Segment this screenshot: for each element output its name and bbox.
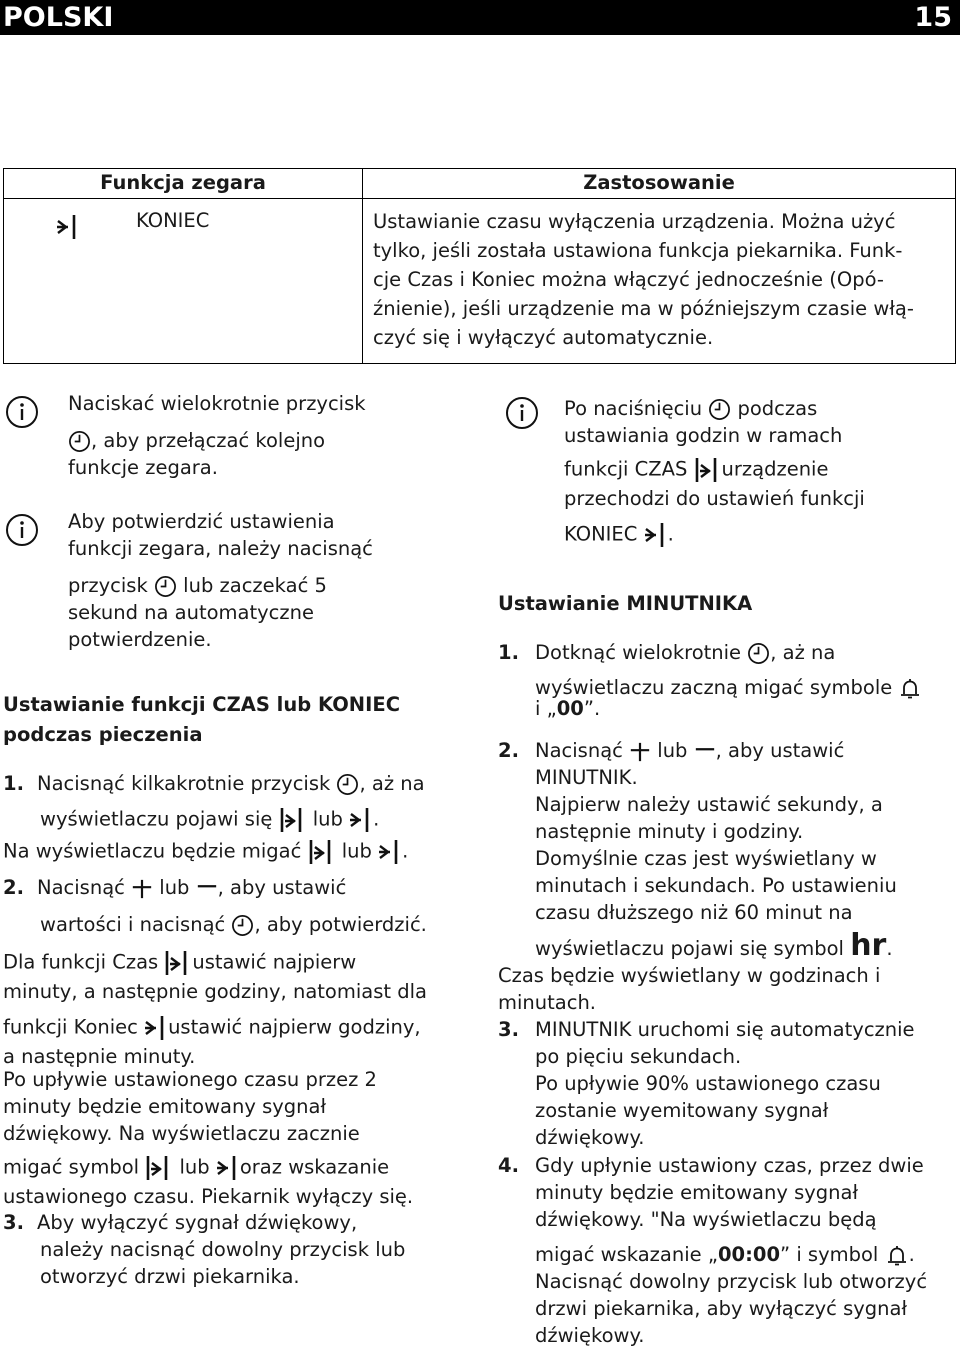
step-text: , aby ustawić xyxy=(217,876,347,899)
col-header-application: Zastosowanie xyxy=(363,169,956,199)
step-2-left xyxy=(3,874,473,938)
note-text: podczas xyxy=(737,397,818,420)
clock-icon xyxy=(708,398,731,421)
note-text: Naciskać wielokrotnie przycisk xyxy=(68,392,366,415)
step-text: po pięciu sekundach. xyxy=(535,1045,742,1068)
note-time-to-end xyxy=(564,395,954,550)
table-function-name: KONIEC xyxy=(135,199,363,364)
paragraph-text: minuty będzie emitowany sygnał xyxy=(3,1095,327,1118)
end-arrow-icon xyxy=(216,1153,240,1183)
step-text: ”. xyxy=(583,697,601,720)
info-icon xyxy=(505,396,539,430)
paragraph-text: migać symbol xyxy=(3,1155,140,1179)
paragraph-text: Po upływie ustawionego czasu przez 2 xyxy=(3,1068,377,1091)
step-text: . xyxy=(908,1243,915,1266)
paragraph-text: oraz wskazanie xyxy=(239,1155,390,1179)
step-number: 3. xyxy=(3,1211,24,1234)
step-text: lub xyxy=(657,739,688,762)
step-number: 1. xyxy=(498,641,519,664)
step-1-left xyxy=(3,770,473,867)
table-desc-line: źnienie), jeśli urządzenie ma w późniejszym czasie włą- xyxy=(373,297,914,320)
step-number: 2. xyxy=(498,739,519,762)
step-text: , aby potwierdzić. xyxy=(254,913,427,936)
step-text: . xyxy=(402,839,409,863)
section-title: POLSKI xyxy=(3,2,114,33)
section-heading-minute-minder: Ustawianie MINUTNIKA xyxy=(498,592,753,615)
step-text: dźwiękowy. "Na wyświetlaczu będą xyxy=(535,1208,877,1231)
end-arrow-icon xyxy=(144,1013,168,1043)
plus-icon xyxy=(131,878,153,900)
step-text: minutach. xyxy=(498,991,597,1014)
display-value: 00 xyxy=(556,697,584,720)
table-desc-line: cje Czas i Koniec można włączyć jednocześnie (Opó- xyxy=(373,268,884,291)
note-text: urządzenie xyxy=(721,457,829,481)
step-text: wyświetlaczu pojawi się symbol xyxy=(535,937,844,960)
paragraph-text: ustawionego czasu. Piekarnik wyłączy się. xyxy=(3,1185,414,1208)
step-text: Nacisnąć dowolny przycisk lub otworzyć xyxy=(535,1270,928,1293)
table-description xyxy=(363,199,956,364)
step-4-right xyxy=(498,1152,958,1349)
col-header-clock-function: Funkcja zegara xyxy=(4,169,363,199)
step-text: lub xyxy=(341,839,372,863)
step-text: MINUTNIK uruchomi się automatycznie xyxy=(535,1018,915,1041)
note-text: funkcje zegara. xyxy=(68,456,218,479)
step-text: , aż na xyxy=(770,641,836,664)
end-arrow-icon xyxy=(644,520,668,550)
step-text: Gdy upłynie ustawiony czas, przez dwie xyxy=(535,1154,924,1177)
bell-icon xyxy=(898,677,922,701)
table-desc-line: czyć się i wyłączyć automatycznie. xyxy=(373,326,714,349)
note-text: Po naciśnięciu xyxy=(564,397,703,420)
heading-line: podczas pieczenia xyxy=(3,723,203,746)
clock-icon xyxy=(336,773,359,796)
step-text: Najpierw należy ustawić sekundy, a xyxy=(535,793,883,816)
end-arrow-icon xyxy=(56,212,80,242)
end-arrow-icon xyxy=(349,805,373,835)
step-text: . xyxy=(373,807,380,831)
note-text: przycisk xyxy=(68,574,148,597)
step-text: lub xyxy=(159,876,190,899)
step-text: należy nacisnąć dowolny przycisk lub xyxy=(40,1238,406,1261)
step-text: Po upływie 90% ustawionego czasu xyxy=(535,1072,881,1095)
note-text: . xyxy=(667,522,674,546)
note-confirm xyxy=(68,508,398,653)
display-value: 00:00 xyxy=(717,1243,781,1266)
step-text: Nacisnąć xyxy=(535,739,623,762)
step-text: minuty będzie emitowany sygnał xyxy=(535,1181,859,1204)
table-row xyxy=(4,199,956,364)
info-icon xyxy=(5,513,39,547)
duration-icon xyxy=(145,1153,173,1183)
paragraph-text: ustawić najpierw godziny, xyxy=(168,1015,421,1039)
paragraph-text: funkcji Koniec xyxy=(3,1015,138,1039)
paragraph-text: dźwiękowy. Na wyświetlaczu zacznie xyxy=(3,1122,360,1145)
note-text: , aby przełączać kolejno xyxy=(91,429,326,452)
bell-icon xyxy=(885,1244,909,1268)
step-text: Czas będzie wyświetlany w godzinach i xyxy=(498,964,881,987)
step-text: wyświetlaczu pojawi się xyxy=(40,807,273,831)
step-text: , aż na xyxy=(359,772,425,795)
step-text: Nacisnąć xyxy=(37,876,125,899)
step-text: następnie minuty i godziny. xyxy=(535,820,804,843)
paragraph-signal xyxy=(3,1066,478,1210)
note-text: KONIEC xyxy=(564,522,638,546)
paragraph-text: ustawić najpierw xyxy=(192,950,357,974)
end-arrow-icon xyxy=(378,837,402,867)
paragraph-text: lub xyxy=(179,1155,210,1179)
clock-functions-table xyxy=(3,168,956,364)
step-text: zostanie wyemitowany sygnał xyxy=(535,1099,829,1122)
duration-icon xyxy=(694,455,722,485)
step-text: dźwiękowy. xyxy=(535,1324,645,1347)
table-icon-cell xyxy=(4,199,136,364)
note-text: ustawiania godzin w ramach xyxy=(564,424,843,447)
step-text: drzwi piekarnika, aby wyłączyć sygnał xyxy=(535,1297,908,1320)
step-text: , aby ustawić xyxy=(715,739,845,762)
minus-icon xyxy=(694,741,716,763)
step-text: i „ xyxy=(535,697,557,720)
note-text: funkcji zegara, należy nacisnąć xyxy=(68,537,373,560)
duration-icon xyxy=(308,837,336,867)
step-text: wyświetlaczu zaczną migać symbole xyxy=(535,676,893,699)
section-heading-time-end xyxy=(3,690,400,750)
clock-icon xyxy=(68,430,91,453)
clock-icon xyxy=(747,642,770,665)
paragraph-text: Dla funkcji Czas xyxy=(3,950,159,974)
step-text: wartości i nacisnąć xyxy=(40,913,226,936)
note-text: potwierdzenie. xyxy=(68,628,212,651)
step-3-left xyxy=(3,1209,478,1290)
note-text: lub zaczekać 5 xyxy=(183,574,327,597)
table-desc-line: tylko, jeśli została ustawiona funkcja piekarnika. Funk- xyxy=(373,239,903,262)
step-text: Na wyświetlaczu będzie migać xyxy=(3,839,302,863)
table-header-row xyxy=(4,169,956,199)
table-desc-line: Ustawianie czasu wyłączenia urządzenia. Można użyć xyxy=(373,210,896,233)
step-number: 4. xyxy=(498,1154,519,1177)
step-text: . xyxy=(886,937,893,960)
step-text: minutach i sekundach. Po ustawieniu xyxy=(535,874,897,897)
step-number: 1. xyxy=(3,772,24,795)
step-text: dźwiękowy. xyxy=(535,1126,645,1149)
step-text: Nacisnąć kilkakrotnie przycisk xyxy=(37,772,331,795)
step-text: Dotknąć wielokrotnie xyxy=(535,641,742,664)
step-text: MINUTNIK. xyxy=(535,766,638,789)
note-text: Aby potwierdzić ustawienia xyxy=(68,510,335,533)
step-text: Domyślnie czas jest wyświetlany w xyxy=(535,847,877,870)
plus-icon xyxy=(629,741,651,763)
note-text: przechodzi do ustawień funkcji xyxy=(564,487,865,510)
page-number: 15 xyxy=(914,2,952,33)
duration-icon xyxy=(164,948,192,978)
step-2-right xyxy=(498,737,958,1016)
step-text: czasu dłuższego niż 60 minut na xyxy=(535,901,853,924)
step-1-right xyxy=(498,639,958,722)
step-number: 3. xyxy=(498,1018,519,1041)
paragraph-text: minuty, a następnie godziny, natomiast dla xyxy=(3,980,427,1003)
paragraph-text: a następnie minuty. xyxy=(3,1045,196,1068)
step-number: 2. xyxy=(3,876,24,899)
step-text: lub xyxy=(312,807,343,831)
clock-icon xyxy=(231,914,254,937)
heading-line: Ustawianie funkcji CZAS lub KONIEC xyxy=(3,693,400,716)
step-text: migać wskazanie „ xyxy=(535,1243,718,1266)
step-text: Aby wyłączyć sygnał dźwiękowy, xyxy=(37,1211,358,1234)
duration-icon xyxy=(279,805,307,835)
paragraph-time-end-order xyxy=(3,948,478,1070)
minus-icon xyxy=(196,878,218,900)
note-text: funkcji CZAS xyxy=(564,457,688,481)
note-clock-cycle xyxy=(68,390,388,481)
info-icon xyxy=(5,395,39,429)
note-text: sekund na automatyczne xyxy=(68,601,314,624)
step-3-right xyxy=(498,1016,958,1151)
clock-icon xyxy=(154,575,177,598)
hr-symbol: hr xyxy=(850,928,887,963)
step-text: otworzyć drzwi piekarnika. xyxy=(40,1265,300,1288)
step-text: ” i symbol xyxy=(780,1243,879,1266)
page-header xyxy=(0,0,960,35)
